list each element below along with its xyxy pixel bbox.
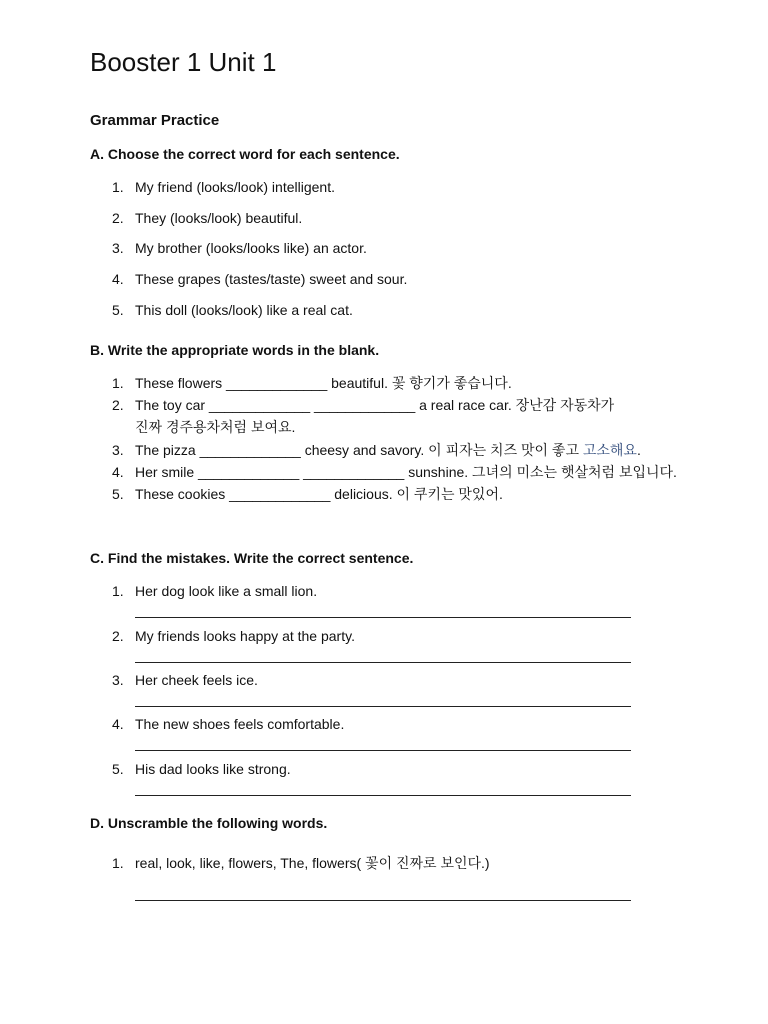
list-item (112, 439, 641, 461)
answer-line[interactable] (135, 900, 631, 901)
item-text: My brother (looks/looks like) an actor. (135, 240, 367, 256)
item-text-tail: . (636, 442, 641, 458)
item-text: These grapes (tastes/taste) sweet and sour. (135, 271, 408, 287)
item-number: 3. (112, 672, 124, 688)
item-text: Her cheek feels ice. (135, 672, 258, 688)
list-item (112, 483, 503, 505)
item-number: 4. (112, 464, 124, 480)
section-d-heading: D. Unscramble the following words. (90, 815, 328, 831)
answer-line[interactable] (135, 706, 631, 707)
list-item (112, 852, 490, 874)
answer-line[interactable] (135, 617, 631, 618)
item-text-main: The pizza _____________ cheesy and savory. 이 피자는 치즈 맛이 좋고 (135, 442, 583, 458)
list-item (112, 625, 355, 647)
answer-line[interactable] (135, 795, 631, 796)
item-text: The new shoes feels comfortable. (135, 716, 345, 732)
item-number: 4. (112, 716, 124, 732)
item-number: 1. (112, 583, 124, 599)
item-number: 1. (112, 375, 124, 391)
item-text: Her dog look like a small lion. (135, 583, 318, 599)
list-item (112, 268, 407, 290)
item-text: real, look, like, flowers, The, flowers( 꽃이 진짜로 보인다.) (135, 855, 490, 871)
item-text: My friend (looks/look) intelligent. (135, 179, 335, 195)
page-title: Booster 1 Unit 1 (90, 47, 277, 77)
list-item (112, 394, 625, 438)
list-item (112, 299, 353, 321)
item-text: This doll (looks/look) like a real cat. (135, 302, 353, 318)
item-number: 4. (112, 271, 124, 287)
item-number: 5. (112, 302, 124, 318)
item-number: 2. (112, 628, 124, 644)
answer-line[interactable] (135, 750, 631, 751)
section-a-heading: A. Choose the correct word for each sentence. (90, 146, 400, 162)
item-text: My friends looks happy at the party. (135, 628, 355, 644)
highlighted-word: 고소해요 (582, 442, 637, 458)
item-number: 3. (112, 442, 124, 458)
section-c-heading: C. Find the mistakes. Write the correct sentence. (90, 550, 414, 566)
item-number: 1. (112, 179, 124, 195)
item-text: They (looks/look) beautiful. (135, 210, 303, 226)
list-item (112, 372, 512, 394)
list-item (112, 669, 258, 691)
item-text: These cookies _____________ delicious. 이 쿠키는 맛있어. (135, 486, 503, 502)
list-item (112, 207, 302, 229)
item-text (135, 439, 641, 461)
item-number: 5. (112, 486, 124, 502)
item-text: The toy car _____________ _____________ a real race car. 장난감 자동차가 진짜 경주용차처럼 보여요. (135, 397, 615, 435)
list-item (112, 237, 367, 259)
section-b-heading: B. Write the appropriate words in the blank. (90, 342, 380, 358)
answer-line[interactable] (135, 662, 631, 663)
page-subtitle: Grammar Practice (90, 112, 220, 129)
list-item (112, 176, 335, 198)
item-text: Her smile _____________ _____________ sunshine. 그녀의 미소는 햇살처럼 보입니다. (135, 464, 677, 480)
item-number: 3. (112, 240, 124, 256)
list-item (112, 461, 677, 483)
list-item (112, 713, 344, 735)
item-number: 1. (112, 855, 124, 871)
item-number: 2. (112, 397, 124, 413)
item-text: These flowers _____________ beautiful. 꽃 향기가 좋습니다. (135, 375, 512, 391)
list-item (112, 758, 291, 780)
list-item (112, 580, 317, 602)
item-number: 5. (112, 761, 124, 777)
item-number: 2. (112, 210, 124, 226)
item-text: His dad looks like strong. (135, 761, 291, 777)
